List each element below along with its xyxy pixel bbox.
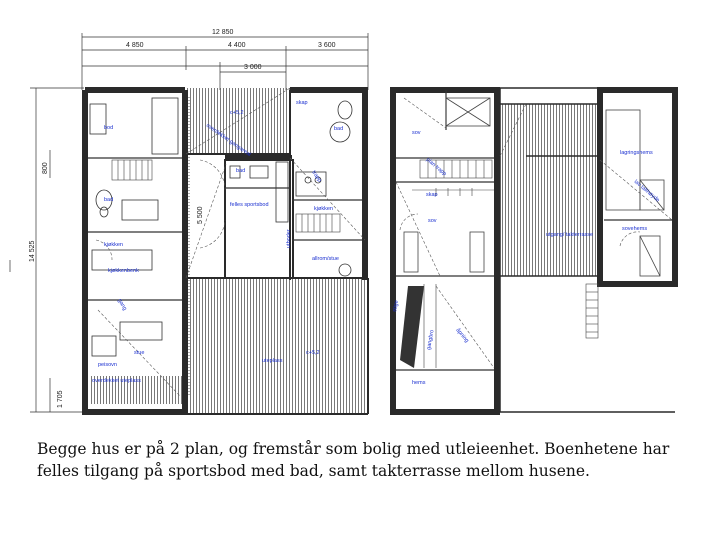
caption-line-2: felles tilgang på sportsbod med bad, samt takterrasse mellom husene. <box>37 462 590 480</box>
label-bod: bod <box>104 125 114 131</box>
label-hems: hems <box>412 380 426 386</box>
label-stue: stue <box>134 350 145 356</box>
label-boder: utboder <box>286 229 292 248</box>
dim-seg-a: 4 850 <box>126 42 144 49</box>
caption <box>37 438 697 482</box>
right-plan <box>392 88 675 412</box>
dim-seg-c: 3 600 <box>318 42 336 49</box>
label-sov-mid: sov <box>428 218 437 224</box>
label-skap: skap <box>296 100 308 106</box>
label-kjokken: kjøkken <box>104 242 123 248</box>
label-c52b: c+5,2 <box>306 350 320 356</box>
label-skap-right: skap <box>426 192 438 198</box>
label-sovehems: sovehems <box>622 226 648 232</box>
dim-small-top: 800 <box>42 162 49 174</box>
dim-seg-b: 4 400 <box>228 42 246 49</box>
label-peisovn: peisovn <box>98 362 117 368</box>
label-bad-right: bad <box>334 126 344 132</box>
label-lagringshems: lagringshems <box>620 150 653 156</box>
label-c52: c+5,2 <box>230 110 244 116</box>
dim-total-width: 12 850 <box>212 29 234 36</box>
label-overdekket-gang: overdekket gangareal <box>204 122 252 158</box>
label-bad-left: bad <box>104 197 114 203</box>
label-felles-sportsbod: felles sportsbod <box>230 202 269 208</box>
label-overdekket: overdekket uteplass <box>92 378 141 384</box>
dim-mid: 5 500 <box>197 206 204 224</box>
label-stige: stige <box>392 299 400 313</box>
label-kjokkenbenk: kjøkkenbenk <box>108 268 139 274</box>
label-trapp: trapp <box>310 169 323 184</box>
label-bad-mid: bad <box>236 168 246 174</box>
stair-opening-fill <box>400 286 424 368</box>
dim-small-bottom: 1 705 <box>57 390 64 408</box>
label-gangbru: gangbro <box>426 329 436 351</box>
dim-inner: 3 000 <box>244 64 262 71</box>
label-lav-takhoyde: lav takhøyde <box>632 178 661 204</box>
label-gang: gang <box>116 298 128 312</box>
label-allrom: allrom/stue <box>312 256 339 262</box>
left-plan <box>85 88 368 414</box>
label-sov-top: sov <box>412 130 421 136</box>
label-takterrasse: utgang/ takterrasse <box>546 232 594 238</box>
label-uteplass: uteplass <box>262 358 283 364</box>
label-apning: åpning <box>454 327 470 344</box>
label-kjokken-right: kjøkken <box>314 206 333 212</box>
label-plan-stige: plan trapp <box>424 156 448 178</box>
dim-total-height: 14 525 <box>29 240 36 262</box>
caption-line-1: Begge hus er på 2 plan, og fremstår som bolig med utleieenhet. Boenhetene har <box>37 440 670 458</box>
dimension-lines-left <box>10 88 84 412</box>
